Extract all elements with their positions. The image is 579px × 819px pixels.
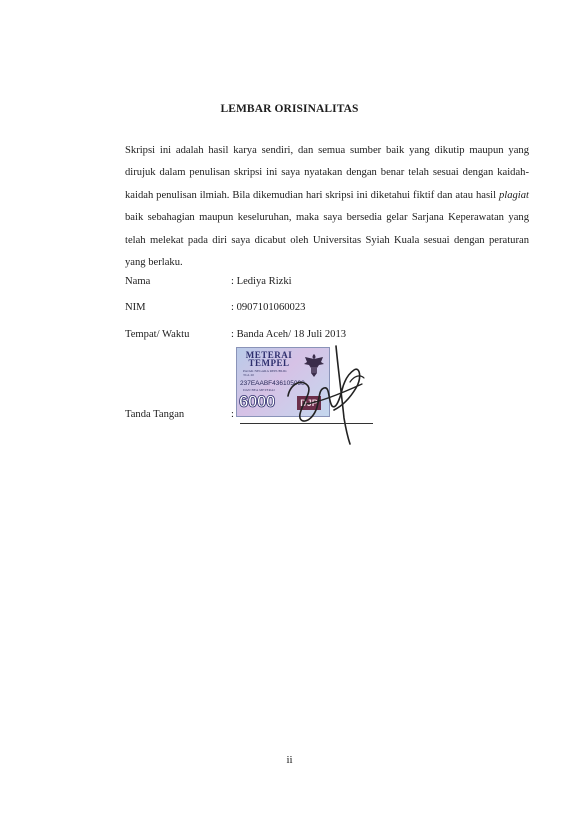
handwritten-signature	[250, 338, 375, 448]
statement-italic-word: plagiat	[498, 189, 529, 201]
stamp-small-line1: PAJAK NEGARA REPUBLIK	[243, 369, 287, 373]
signature-line	[240, 423, 373, 424]
statement-paragraph	[125, 140, 529, 274]
stamp-small-line3: DAN BEA METERAI	[243, 388, 275, 392]
stamp-small-line2: TGL 20	[243, 373, 255, 377]
statement-text-part1: Skripsi ini adalah hasil karya sendiri, dan semua sumber baik yang dikutip maupun yang dirujuk dalam penulisan skripsi ini saya nyatakan dengan benar telah sesuai dengan kaidah-kaidah penulisan ilmiah. Bila dikemudian hari skripsi ini diketahui fiktif dan atau hasil	[125, 145, 529, 201]
field-value-tanda-tangan: :	[231, 409, 234, 420]
field-value-nama: : Lediya Rizki	[231, 276, 292, 287]
stamp-serial-code: 237EAABF436105098	[240, 380, 305, 387]
statement-text-part2: baik sebahagian maupun keseluruhan, maka saya bersedia gelar Sarjana Keperawatan yang telah melekat pada diri saya dicabut oleh Universitas Syiah Kuala sesuai dengan peraturan yang berlaku.	[125, 212, 529, 269]
document-title: LEMBAR ORISINALITAS	[220, 103, 359, 115]
field-label-nim: NIM	[125, 302, 146, 313]
stamp-currency-mark: DJP	[297, 396, 321, 410]
stamp-title-line1: METERAI	[245, 350, 293, 360]
field-label-tempat-waktu: Tempat/ Waktu	[125, 329, 190, 340]
stamp-value: 6000	[239, 392, 275, 411]
field-value-tempat-waktu: : Banda Aceh/ 18 Juli 2013	[231, 329, 347, 340]
field-label-nama: Nama	[125, 276, 151, 287]
field-label-tanda-tangan: Tanda Tangan	[125, 409, 185, 420]
stamp-title-line2: TEMPEL	[248, 358, 290, 368]
page-number: ii	[286, 754, 293, 766]
field-value-nim: : 0907101060023	[231, 302, 306, 313]
